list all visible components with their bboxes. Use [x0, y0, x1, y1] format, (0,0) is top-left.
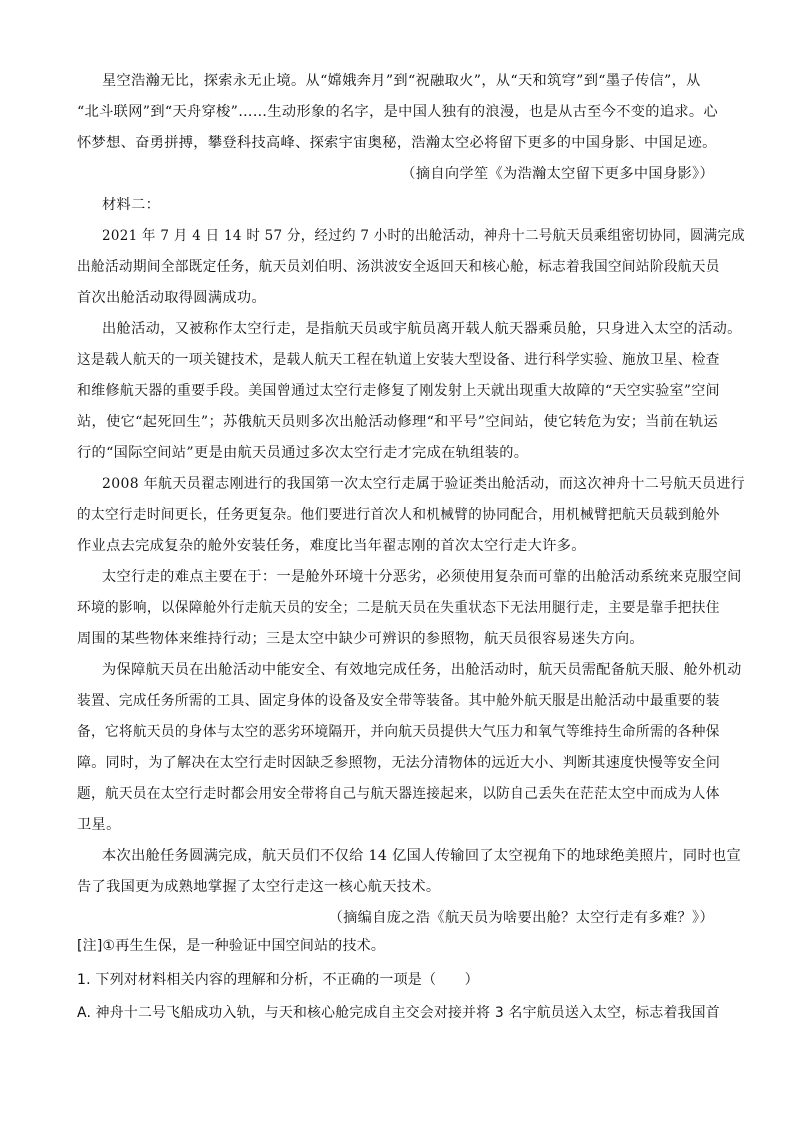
para5-line-3: 周围的某些物体来维持行动；三是太空中缺少可辨识的参照物，航天员很容易迷失方向。 [77, 631, 644, 647]
para3-line-2: 这是载人航天的一项关键技术，是载人航天工程在轨道上安装大型设备、进行科学实验、施放卫星、检查 [77, 352, 720, 368]
para3-line-3: 和维修航天器的重要手段。美国曾通过太空行走修复了刚发射上天就出现重大故障的“天空实验室”空间 [77, 383, 720, 399]
para2-line-3: 首次出舱活动取得圆满成功。 [77, 290, 266, 306]
para3-line-4: 站，使它“起死回生”；苏俄航天员则多次出舱活动修理“和平号”空间站，使它转危为安；当前在轨运 [77, 414, 718, 430]
para5-line-1: 太空行走的难点主要在于：一是舱外环境十分恶劣，必须使用复杂而可靠的出舱活动系统来克服空间 [102, 569, 742, 585]
para3-line-1: 出舱活动，又被称作太空行走，是指航天员或宇航员离开载人航天器乘员舱，只身进入太空的活动。 [102, 321, 742, 337]
para2-line-2: 出舱活动期间全部既定任务，航天员刘伯明、汤洪波安全返回天和核心舱，标志着我国空间站阶段航天员 [77, 259, 720, 275]
para6-line-5: 题，航天员在太空行走时都会用安全带将自己与航天器连接起来，以防自己丢失在茫茫太空中而成为人体 [77, 786, 720, 802]
para6-line-2: 装置、完成任务所需的工具、固定身体的设备及安全带等装备。其中舱外航天服是出舱活动中最重要的装 [77, 693, 720, 709]
para3-line-5: 行的“国际空间站”更是由航天员通过多次太空行走才完成在轨组装的。 [77, 445, 529, 461]
para4-line-1: 2008 年航天员翟志刚进行的我国第一次太空行走属于验证类出舱活动，而这次神舟十二号航天员进行 [102, 476, 745, 492]
para7-line-1: 本次出舱任务圆满完成，航天员们不仅给 14 亿国人传输回了太空视角下的地球绝美照片，同时也宣 [102, 848, 742, 864]
para1-line-2: “北斗联网”到“天舟穿梭”……生动形象的名字，是中国人独有的浪漫，也是从古至今不变的追求。心 [77, 104, 718, 120]
material1-source: （摘自向学笙《为浩瀚太空留下更多中国身影》） [401, 166, 714, 182]
para6-line-6: 卫星。 [77, 817, 121, 833]
para2-line-1: 2021 年 7 月 4 日 14 时 57 分，经过约 7 小时的出舱活动，神舟十二号航天员乘组密切协同，圆满完成 [102, 228, 745, 244]
material2-label: 材料二： [102, 197, 161, 213]
para7-line-2: 告了我国更为成熟地掌握了太空行走这一核心航天技术。 [77, 879, 441, 895]
para5-line-2: 环境的影响，以保障舱外行走航天员的安全；二是航天员在失重状态下无法用腿行走，主要是靠手把扶住 [77, 600, 720, 616]
option-a: A. 神舟十二号飞船成功入轨，与天和核心舱完成自主交会对接并将 3 名宇航员送入太空，标志着我国首 [77, 1005, 720, 1021]
para1-line-3: 怀梦想、奋勇拼搏，攀登科技高峰、探索宇宙奥秘，浩瀚太空必将留下更多的中国身影、中国足迹。 [77, 135, 717, 151]
para6-line-4: 障。同时，为了解决在太空行走时因缺乏参照物，无法分清物体的远近大小、判断其速度快慢等安全问 [77, 755, 721, 771]
footnote: [注]①再生生保，是一种验证中国空间站的技术。 [77, 938, 386, 954]
para4-line-3: 作业点去完成复杂的舱外安装任务，难度比当年翟志刚的首次太空行走大许多。 [77, 538, 586, 554]
para1-line-1: 星空浩瀚无比，探索永无止境。从“嫦娥奔月”到“祝融取火”，从“天和筑穹”到“墨子传信”，从 [102, 73, 701, 89]
question-1: 1. 下列对材料相关内容的理解和分析，不正确的一项是（ ） [77, 972, 479, 988]
para6-line-1: 为保障航天员在出舱活动中能安全、有效地完成任务，出舱活动时，航天员需配备航天服、舱外机动 [102, 662, 742, 678]
material2-source: （摘编自庞之浩《航天员为啥要出舱？太空行走有多难？》） [328, 910, 714, 926]
para6-line-3: 备，它将航天员的身体与太空的恶劣环境隔开，并向航天员提供大气压力和氧气等维持生命所需的各种保 [77, 724, 720, 740]
para4-line-2: 的太空行走时间更长，任务更复杂。他们要进行首次人和机械臂的协同配合，用机械臂把航天员载到舱外 [77, 507, 720, 523]
